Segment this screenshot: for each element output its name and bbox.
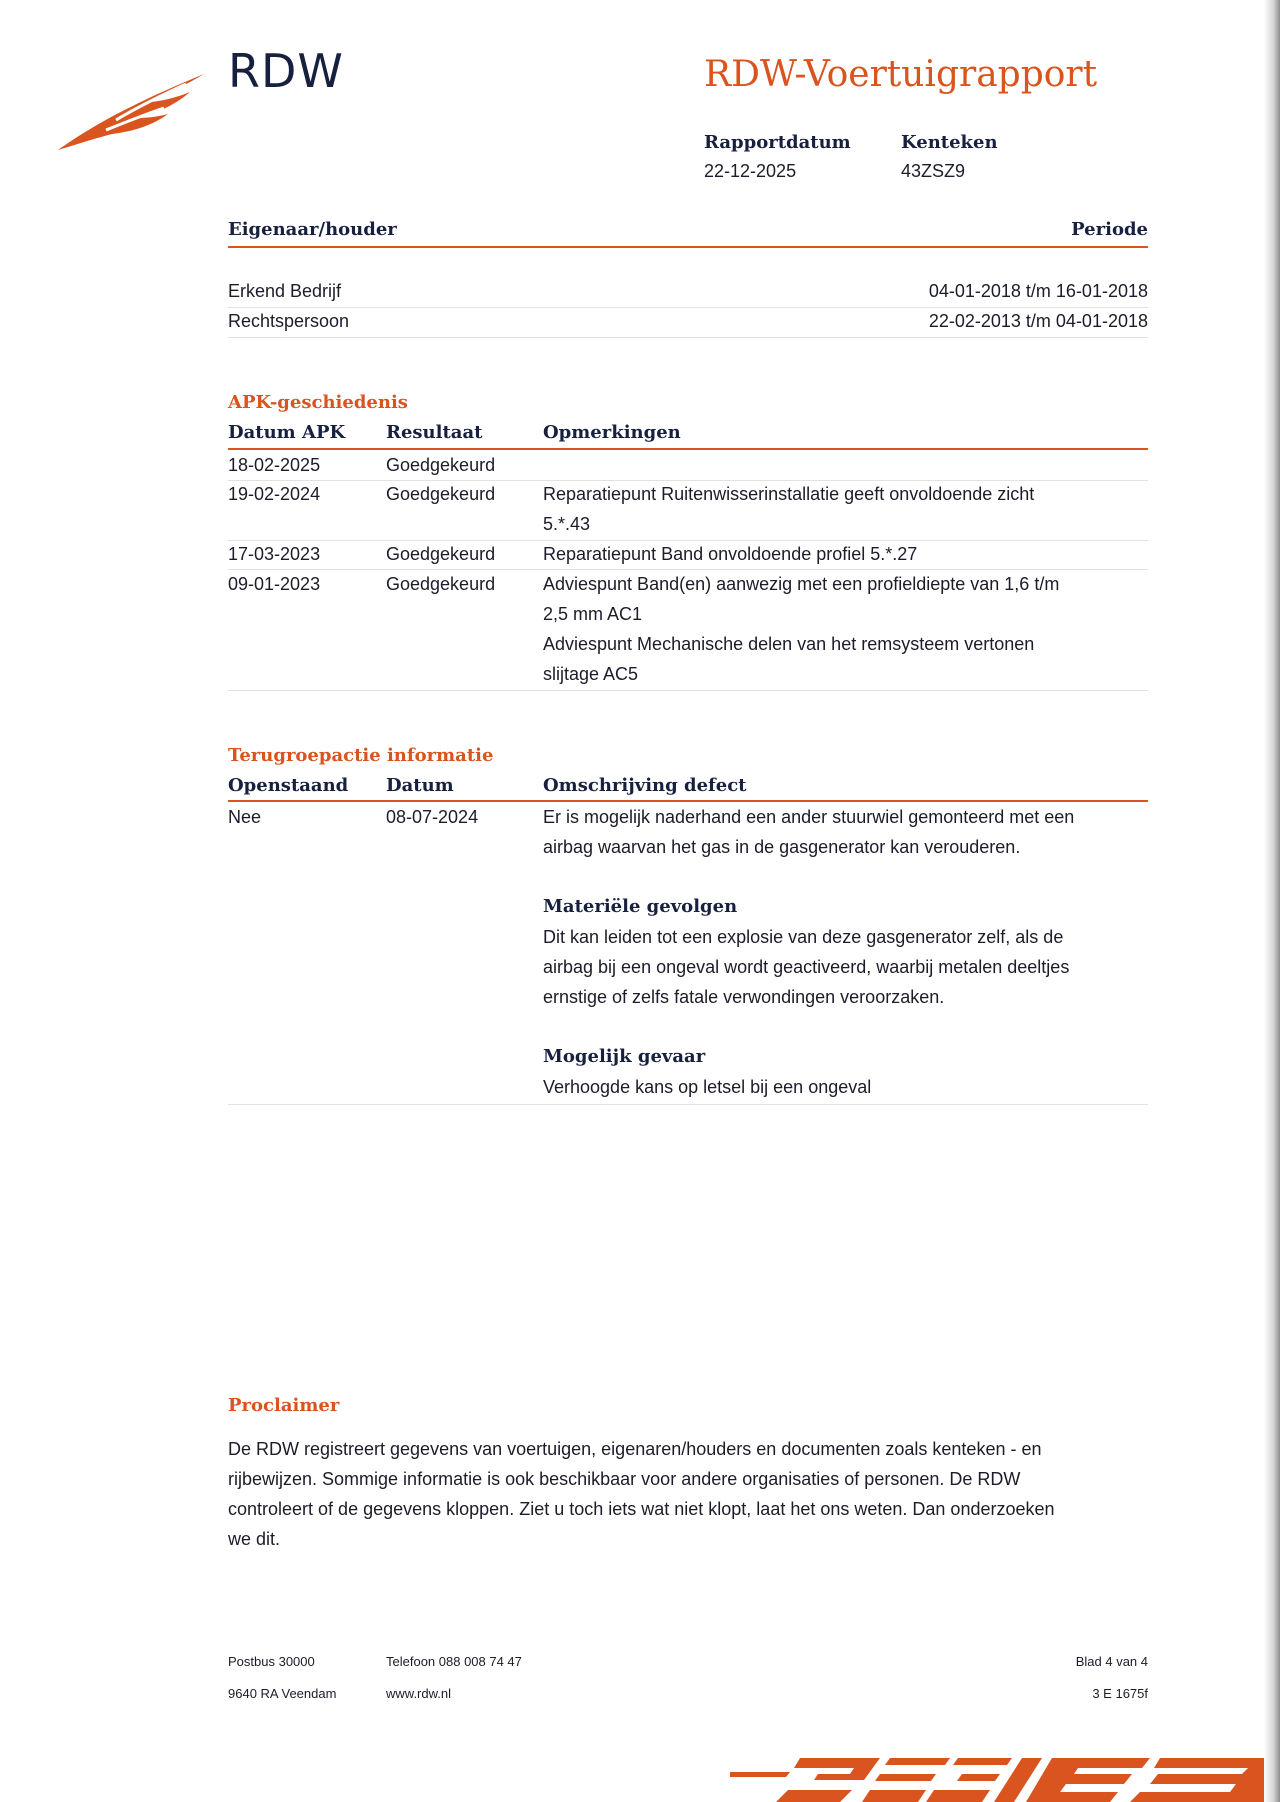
apk-row-4-date: 09-01-2023	[228, 574, 321, 594]
recall-consequences-line-3: ernstige of zelfs fatale verwondingen veroorzaken.	[543, 987, 945, 1007]
footer-web: www.rdw.nl	[386, 1686, 452, 1701]
page-edge-shadow	[1264, 0, 1280, 1802]
owner-row-1-period: 04-01-2018 t/m 16-01-2018	[928, 281, 1148, 301]
apk-row-1-result: Goedgekeurd	[386, 455, 496, 475]
row-divider	[228, 1104, 1148, 1105]
apk-row-3-result: Goedgekeurd	[386, 544, 496, 564]
proclaimer-line-3: controleert of de gegevens kloppen. Ziet u toch iets wat niet klopt, laat het ons weten. Dan onderzoeken	[228, 1499, 1055, 1519]
apk-header-rule	[228, 448, 1148, 450]
row-divider	[228, 337, 1148, 338]
apk-col-result: Resultaat	[386, 422, 483, 443]
rapportdatum-label: Rapportdatum	[704, 132, 851, 153]
recall-consequences-line-1: Dit kan leiden tot een explosie van deze gasgenerator zelf, als de	[543, 927, 1064, 947]
owners-col-owner: Eigenaar/houder	[228, 219, 397, 240]
recall-col-date: Datum	[386, 775, 454, 796]
apk-row-3-remark-1: Reparatiepunt Band onvoldoende profiel 5.*.27	[543, 544, 918, 564]
apk-col-date: Datum APK	[228, 422, 346, 443]
recall-danger-text: Verhoogde kans op letsel bij een ongeval	[543, 1077, 872, 1097]
apk-row-2-remark-1: Reparatiepunt Ruitenwisserinstallatie geeft onvoldoende zicht	[543, 484, 1035, 504]
apk-section-title: APK-geschiedenis	[228, 392, 408, 413]
recall-date-value: 08-07-2024	[386, 807, 479, 827]
footer-page: Blad 4 van 4	[1075, 1654, 1148, 1669]
apk-row-4-remark-1: Adviespunt Band(en) aanwezig met een profieldiepte van 1,6 t/m	[543, 574, 1060, 594]
recall-consequences-line-2: airbag bij een ongeval wordt geactiveerd, waarbij metalen deeltjes	[543, 957, 1070, 977]
owners-header-rule	[228, 246, 1148, 248]
kenteken-label: Kenteken	[901, 132, 998, 153]
report-title: RDW-Voertuigrapport	[704, 54, 1098, 95]
recall-consequences-title: Materiële gevolgen	[543, 896, 738, 917]
rdw-wing-logo-icon	[56, 72, 206, 154]
apk-row-2-date: 19-02-2024	[228, 484, 321, 504]
apk-row-4-remark-4: slijtage AC5	[543, 664, 639, 684]
footer-postbus: Postbus 30000	[228, 1654, 315, 1669]
proclaimer-line-4: we dit.	[228, 1529, 281, 1549]
recall-danger-title: Mogelijk gevaar	[543, 1046, 706, 1067]
footer-phone: Telefoon 088 008 74 47	[386, 1654, 522, 1669]
recall-col-open: Openstaand	[228, 775, 349, 796]
speed-stripes-graphic-icon	[730, 1750, 1264, 1802]
apk-col-remarks: Opmerkingen	[543, 422, 681, 443]
apk-row-3-date: 17-03-2023	[228, 544, 321, 564]
owner-row-2-owner: Rechtspersoon	[228, 311, 350, 331]
kenteken-value: 43ZSZ9	[901, 161, 966, 181]
rapportdatum-value: 22-12-2025	[704, 161, 797, 181]
apk-row-4-result: Goedgekeurd	[386, 574, 496, 594]
footer-code: 3 E 1675f	[1092, 1686, 1148, 1701]
recall-desc-line-1: Er is mogelijk naderhand een ander stuurwiel gemonteerd met een	[543, 807, 1075, 827]
apk-row-1-date: 18-02-2025	[228, 455, 321, 475]
footer-city: 9640 RA Veendam	[228, 1686, 337, 1701]
apk-row-4-remark-3: Adviespunt Mechanische delen van het remsysteem vertonen	[543, 634, 1035, 654]
recall-desc-line-2: airbag waarvan het gas in de gasgenerator kan verouderen.	[543, 837, 1021, 857]
proclaimer-title: Proclaimer	[228, 1395, 340, 1416]
proclaimer-line-1: De RDW registreert gegevens van voertuigen, eigenaren/houders en documenten zoals kenteken - en	[228, 1439, 1042, 1459]
owners-col-period: Periode	[1071, 219, 1148, 240]
apk-row-4-remark-2: 2,5 mm AC1	[543, 604, 643, 624]
apk-row-2-remark-2: 5.*.43	[543, 514, 591, 534]
row-divider	[228, 690, 1148, 691]
owner-row-1-owner: Erkend Bedrijf	[228, 281, 342, 301]
proclaimer-line-2: rijbewijzen. Sommige informatie is ook beschikbaar voor andere organisaties of personen. De RDW	[228, 1469, 1021, 1489]
recall-section-title: Terugroepactie informatie	[228, 745, 494, 766]
brand-name: RDW	[228, 44, 344, 98]
owner-row-2-period: 22-02-2013 t/m 04-01-2018	[928, 311, 1148, 331]
recall-col-desc: Omschrijving defect	[543, 775, 747, 796]
recall-open-value: Nee	[228, 807, 262, 827]
apk-row-2-result: Goedgekeurd	[386, 484, 496, 504]
